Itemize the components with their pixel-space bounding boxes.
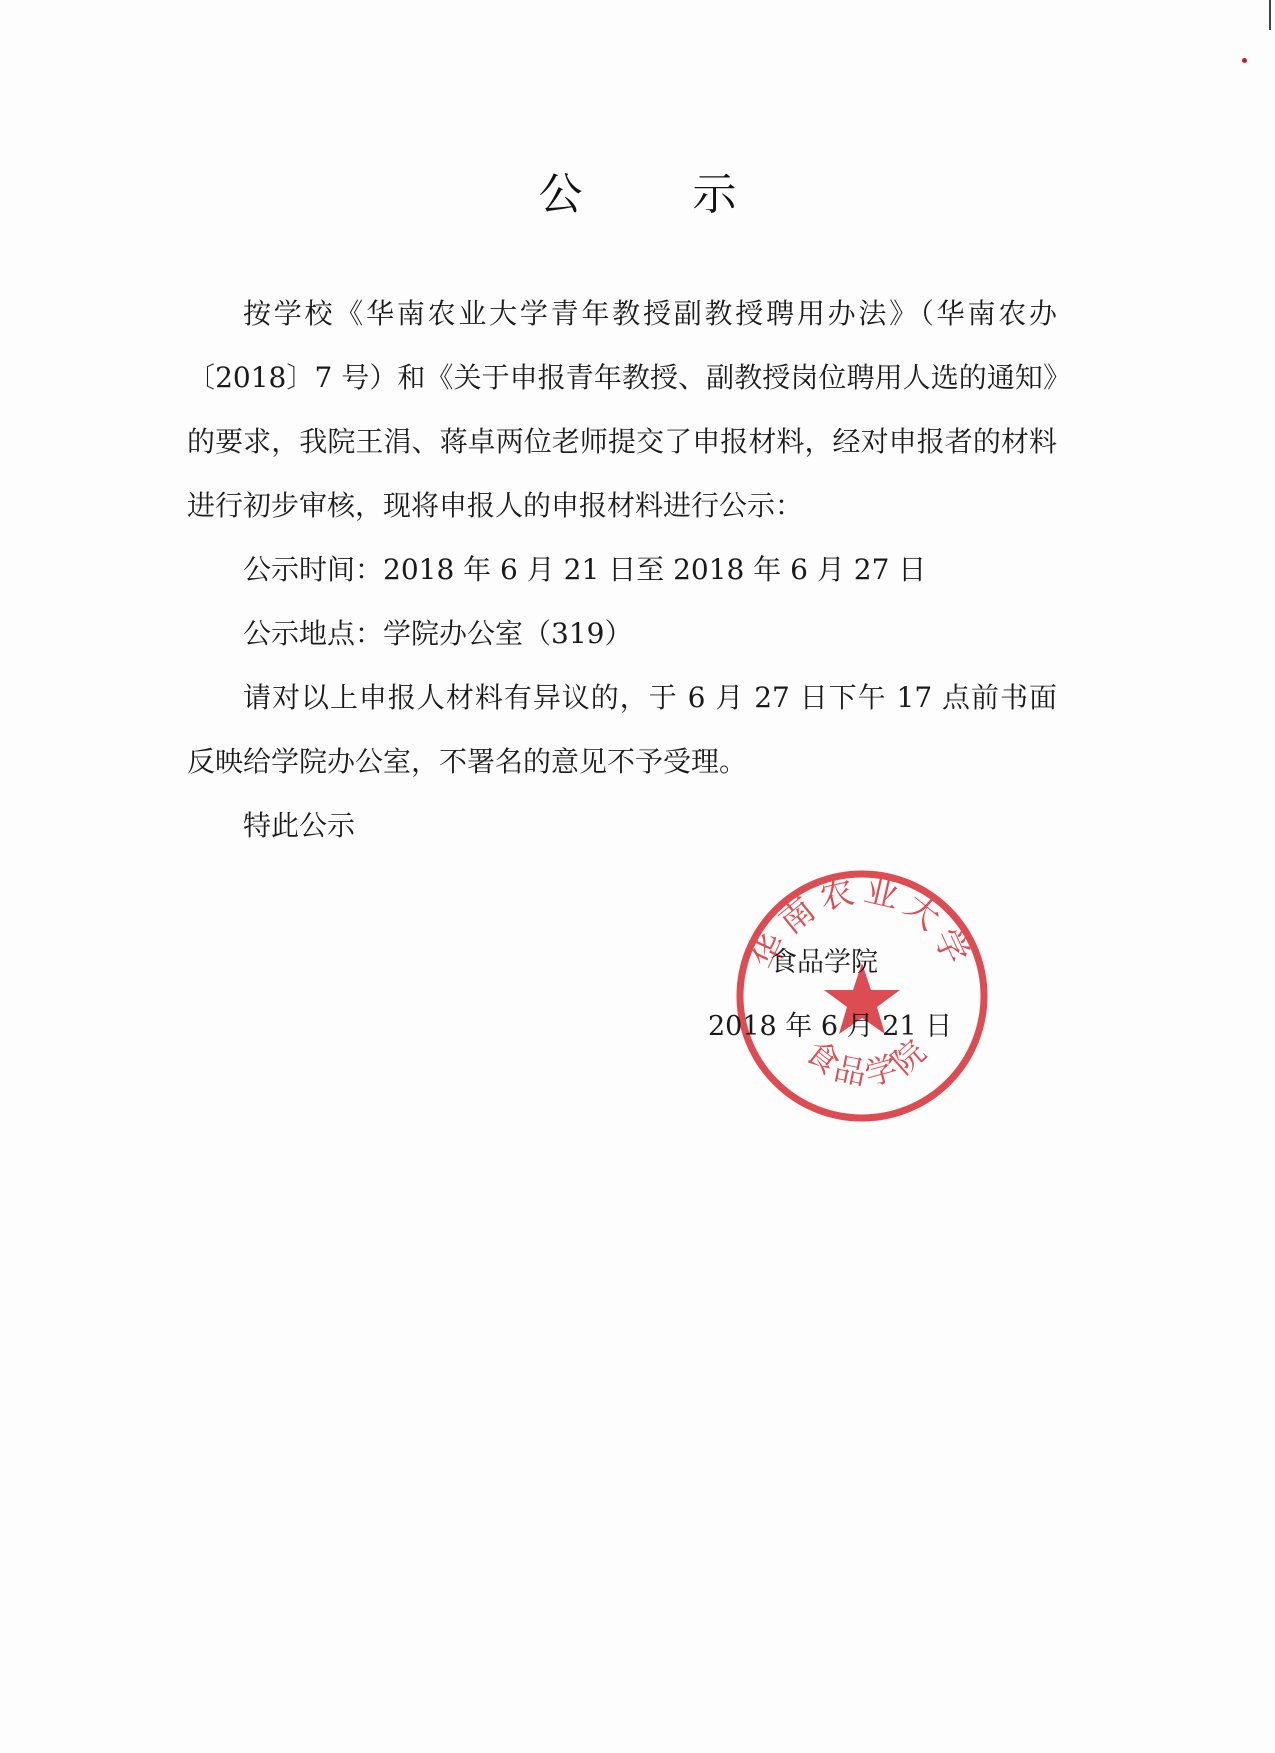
notice-place-text: 公示地点：学院办公室（319） <box>243 617 633 650</box>
scan-edge-mark <box>1269 0 1271 30</box>
document-title: 公 示 <box>538 169 785 220</box>
scan-red-dot <box>1242 58 1247 63</box>
star-icon <box>824 963 900 1034</box>
seal-outer-text: 华南农业大学 <box>745 870 979 976</box>
seal-inner-text: 食品学院 <box>798 1029 937 1094</box>
signature-organization: 食品学院 <box>770 947 878 978</box>
notice-place-paragraph <box>187 602 1057 666</box>
intro-paragraph <box>187 282 1057 538</box>
closing-text: 特此公示 <box>243 809 356 842</box>
objection-text: 请对以上申报人材料有异议的，于 6 月 27 日下午 17 点前书面反映给学院办公室，不署名的意见不予受理。 <box>187 681 1057 778</box>
signature-date: 2018 年 6 月 21 日 <box>708 1011 953 1042</box>
intro-text: 按学校《华南农业大学青年教授副教授聘用办法》（华南农办〔2018〕7 号）和《关于申报青年教授、副教授岗位聘用人选的通知》的要求，我院王涓、蒋卓两位老师提交了申报材料，经对申报者的材料进行初步审核，现将申报人的申报材料进行公示： <box>187 297 1057 522</box>
closing-paragraph <box>187 794 1057 858</box>
notice-time-text: 公示时间：2018 年 6 月 21 日至 2018 年 6 月 27 日 <box>243 553 927 586</box>
notice-time-paragraph <box>187 538 1057 602</box>
objection-paragraph <box>187 666 1057 794</box>
official-seal <box>733 867 991 1125</box>
